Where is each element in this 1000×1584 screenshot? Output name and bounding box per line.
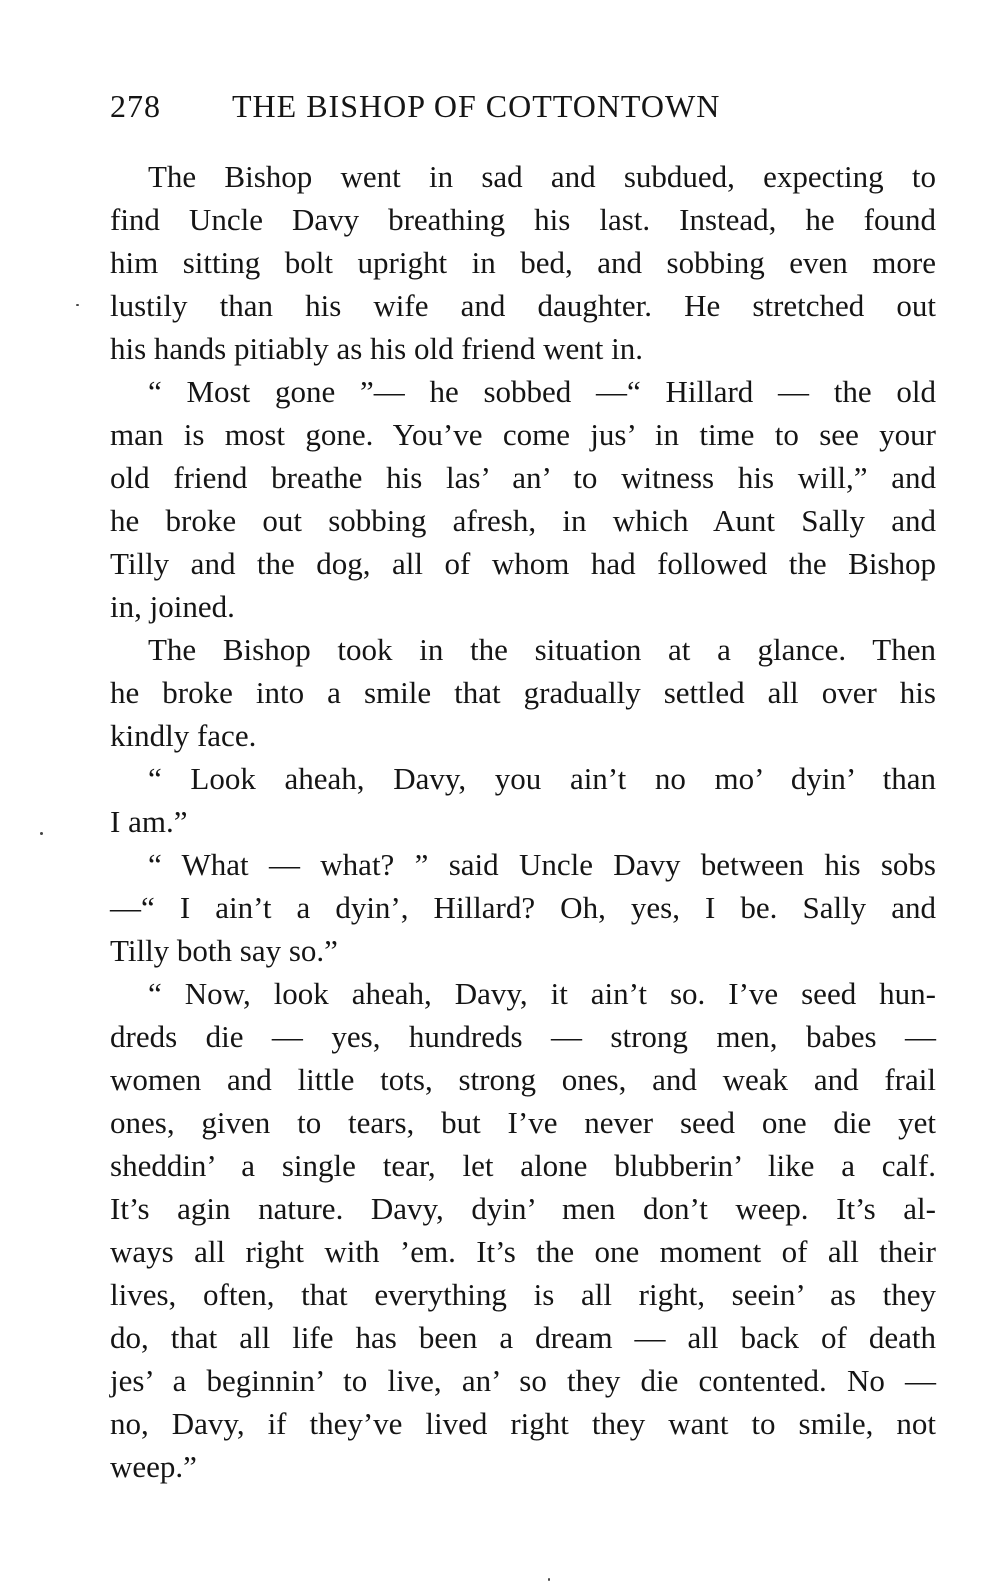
text-line: he broke out sobbing afresh, in which Aunt Sally and <box>110 503 936 538</box>
text-line: Tilly and the dog, all of whom had followed the Bishop <box>110 546 936 581</box>
text-line: weep.” <box>110 1449 197 1484</box>
text-line: no, Davy, if they’ve lived right they want to smile, not <box>110 1406 936 1441</box>
text-line: old friend breathe his las’ an’ to witness his will,” and <box>110 460 936 495</box>
running-title: THE BISHOP OF COTTONTOWN <box>232 88 721 124</box>
text-line: Tilly both say so.” <box>110 933 338 968</box>
text-line: “ Look aheah, Davy, you ain’t no mo’ dyin’ than <box>148 761 936 796</box>
text-line: The Bishop took in the situation at a glance. Then <box>148 632 936 667</box>
page-number: 278 <box>110 88 161 124</box>
text-line: It’s agin nature. Davy, dyin’ men don’t weep. It’s al- <box>110 1191 936 1226</box>
text-line: “ Now, look aheah, Davy, it ain’t so. I’ve seed hun- <box>148 976 936 1011</box>
text-line: find Uncle Davy breathing his last. Instead, he found <box>110 202 936 237</box>
text-line: jes’ a beginnin’ to live, an’ so they die contented. No — <box>110 1363 936 1398</box>
print-speck <box>548 1578 550 1581</box>
body-text <box>110 155 936 1488</box>
text-line: dreds die — yes, hundreds — strong men, babes — <box>110 1019 936 1054</box>
text-line: “ What — what? ” said Uncle Davy between his sobs <box>148 847 936 882</box>
text-line: his hands pitiably as his old friend went in. <box>110 331 643 366</box>
text-line: in, joined. <box>110 589 235 624</box>
text-line: lives, often, that everything is all right, seein’ as they <box>110 1277 936 1312</box>
text-line: kindly face. <box>110 718 257 753</box>
text-line: lustily than his wife and daughter. He stretched out <box>110 288 936 323</box>
print-speck <box>40 832 43 835</box>
page-header <box>110 88 936 132</box>
text-line: ones, given to tears, but I’ve never seed one die yet <box>110 1105 936 1140</box>
text-line: ways all right with ’em. It’s the one moment of all their <box>110 1234 936 1269</box>
text-line: “ Most gone ”— he sobbed —“ Hillard — the old <box>148 374 936 409</box>
text-line: do, that all life has been a dream — all back of death <box>110 1320 936 1355</box>
paragraph <box>110 370 936 628</box>
text-line: sheddin’ a single tear, let alone blubberin’ like a calf. <box>110 1148 936 1183</box>
print-speck <box>76 304 79 306</box>
text-line: women and little tots, strong ones, and weak and frail <box>110 1062 936 1097</box>
paragraph <box>110 628 936 757</box>
text-line: The Bishop went in sad and subdued, expecting to <box>148 159 936 194</box>
text-line: man is most gone. You’ve come jus’ in time to see your <box>110 417 936 452</box>
text-line: I am.” <box>110 804 188 839</box>
text-line: —“ I ain’t a dyin’, Hillard? Oh, yes, I be. Sally and <box>110 890 936 925</box>
text-line: him sitting bolt upright in bed, and sobbing even more <box>110 245 936 280</box>
paragraph <box>110 843 936 972</box>
text-line: he broke into a smile that gradually settled all over his <box>110 675 936 710</box>
paragraph <box>110 757 936 843</box>
paragraph <box>110 972 936 1488</box>
paragraph <box>110 155 936 370</box>
